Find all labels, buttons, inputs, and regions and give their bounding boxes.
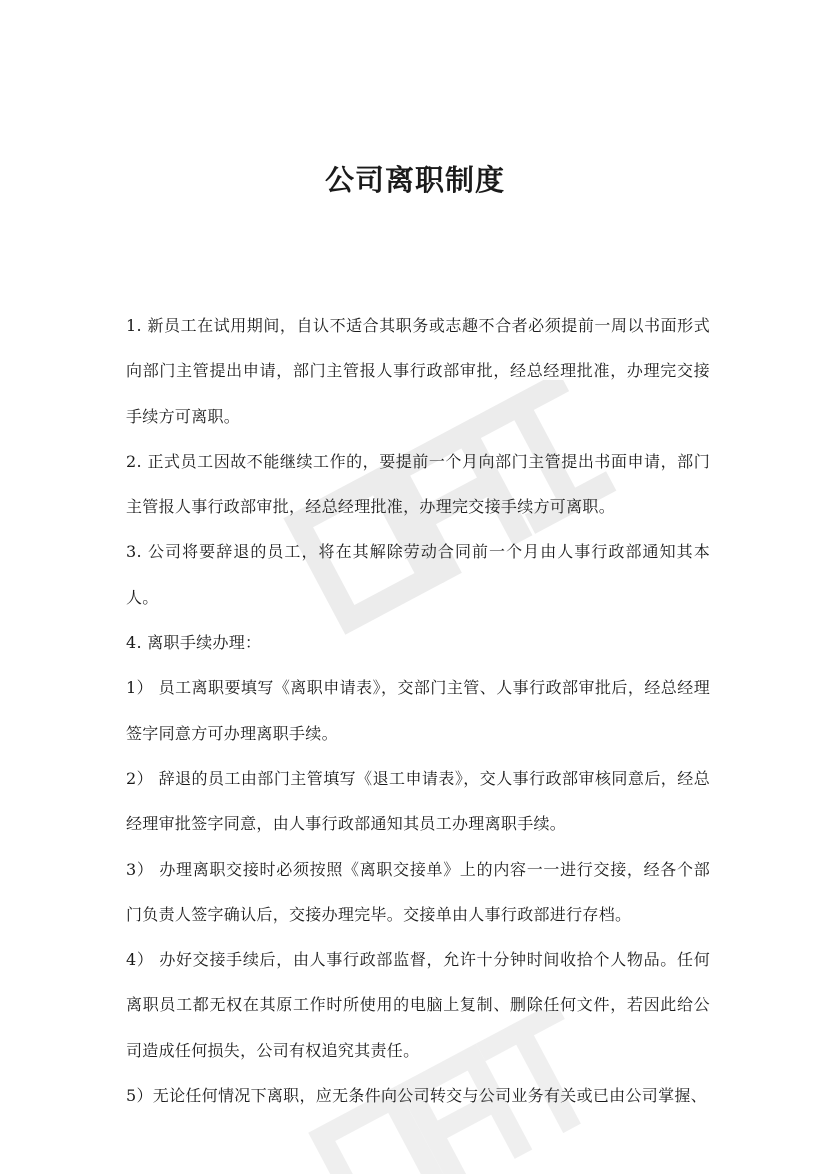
paragraph: 3. 公司将要辞退的员工，将在其解除劳动合同前一个月由人事行政部通知其本人。 — [126, 542, 710, 607]
paragraph: 4. 离职手续办理： — [126, 633, 262, 653]
paragraph: 2） 辞退的员工由部门主管填写《退工申请表》，交人事行政部审核同意后，经总经理审批签字同意，由人事行政部通知其员工办理离职手续。 — [126, 768, 710, 834]
paragraph: 1. 新员工在试用期间，自认不适合其职务或志趣不合者必须提前一周以书面形式向部门主管提出申请，部门主管报人事行政部审批，经总经理批准，办理完交接手续方可离职。 — [126, 316, 710, 426]
paragraph: 3） 办理离职交接时必须按照《离职交接单》上的内容一一进行交接，经各个部门负责人签字确认后，交接办理完毕。交接单由人事行政部进行存档。 — [126, 859, 710, 924]
paragraph: 2. 正式员工因故不能继续工作的，要提前一个月向部门主管提出书面申请，部门主管报人事行政部审批，经总经理批准，办理完交接手续方可离职。 — [126, 451, 710, 517]
paragraph: 1） 员工离职要填写《离职申请表》，交部门主管、人事行政部审批后，经总经理签字同意方可办理离职手续。 — [126, 678, 710, 743]
paragraph: 5）无论任何情况下离职，应无条件向公司转交与公司业务有关或已由公司掌握、 — [126, 1086, 707, 1106]
document-title: 公司离职制度 — [324, 163, 505, 197]
document-body — [126, 303, 710, 1118]
paragraph: 4） 办好交接手续后，由人事行政部监督，允许十分钟时间收拾个人物品。任何离职员工都无权在其原工作时所使用的电脑上复制、删除任何文件，若因此给公司造成任何损失，公司有权追究其责任。 — [126, 950, 710, 1060]
